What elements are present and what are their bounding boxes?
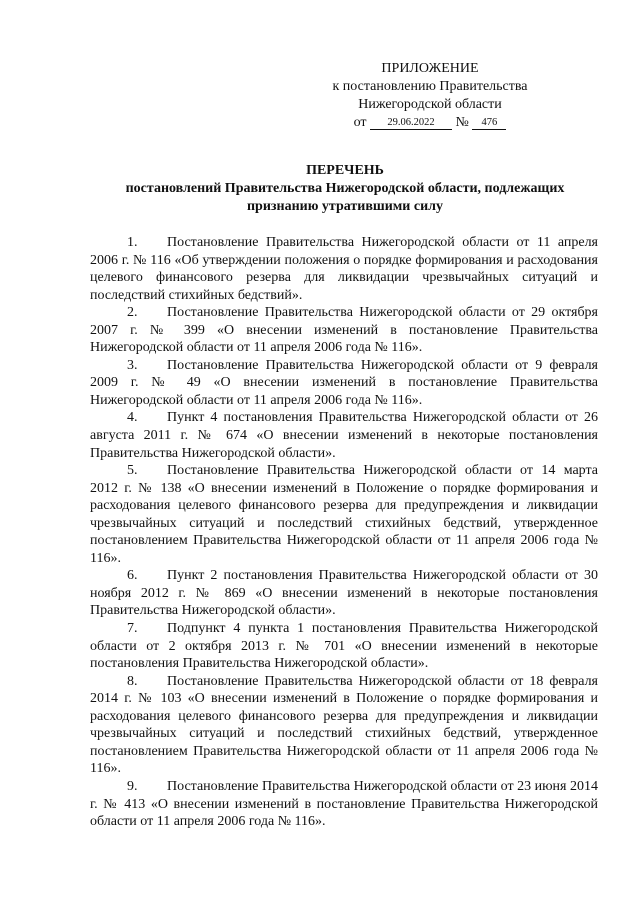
list-item <box>90 357 598 410</box>
list-item-number: 3. <box>127 357 138 373</box>
list-item <box>90 567 598 620</box>
appendix-title: ПРИЛОЖЕНИЕ <box>381 61 479 76</box>
list-item <box>90 304 598 357</box>
list-item-number: 1. <box>127 235 138 250</box>
list-item-text: Постановление Правительства Нижегородской области от 14 марта 2012 г. № 138 «О внесении изменений в Положение о порядке формирования и расходования целевого финансового резерва для предупреждения и ликвидации чрезвычайных ситуаций и последствий стихийных бедствий, утвержденное постановлением Правительства Нижегородской области от 11 апреля 2006 года № 116». <box>90 463 598 566</box>
list-item <box>90 462 598 567</box>
appendix-block <box>300 60 560 132</box>
list-item <box>90 673 598 778</box>
list-item-text: Постановление Правительства Нижегородской области от 29 октября 2007 г. № 399 «О внесении изменений в постановление Правительства Нижегородской области от 11 апреля 2006 года № 116». <box>90 305 598 356</box>
resolution-list <box>90 234 598 831</box>
list-item-text: Постановление Правительства Нижегородской области от 23 июня 2014 г. № 413 «О внесении изменений в постановление Правительства Нижегородской области от 11 апреля 2006 года № 116». <box>90 778 598 830</box>
list-item-text: Пункт 2 постановления Правительства Нижегородской области от 30 ноября 2012 г. № 869 «О внесении изменений в некоторые постановления Правительства Нижегородской области». <box>90 568 598 619</box>
list-item-text: Подпункт 4 пункта 1 постановления Правительства Нижегородской области от 2 октября 2013 г. № 701 «О внесении изменений в некоторые постановления Правительства Нижегородской области». <box>90 621 598 672</box>
appendix-resolution-line: к постановлению Правительства <box>332 79 528 94</box>
appendix-date-number-line <box>300 114 560 132</box>
list-item-text: Постановление Правительства Нижегородской области от 11 апреля 2006 г. № 116 «Об утверждении положения о порядке формирования и расходования целевого финансового резерва для ликвидации чрезвычайных ситуаций и последствий стихийных бедствий». <box>90 235 598 303</box>
list-item-text: Постановление Правительства Нижегородской области от 18 февраля 2014 г. № 103 «О внесении изменений в Положение о порядке формирования и расходования целевого финансового резерва для предупреждения и ликвидации чрезвычайных ситуаций и последствий стихийных бедствий, утвержденное постановлением Правительства Нижегородской области от 11 апреля 2006 года № 116». <box>90 673 598 777</box>
number-label: № <box>455 115 469 130</box>
list-item-number: 2. <box>127 305 138 321</box>
list-item-number: 5. <box>127 463 138 479</box>
list-item-text: Постановление Правительства Нижегородской области от 9 февраля 2009 г. № 49 «О внесении изменений в постановление Правительства Нижегородской области от 11 апреля 2006 года № 116». <box>90 357 598 408</box>
heading-subtitle: постановлений Правительства Нижегородской области, подлежащих признанию утратившими силу <box>125 181 565 214</box>
resolution-date: 29.06.2022 <box>370 117 452 130</box>
list-item-number: 7. <box>127 621 138 637</box>
appendix-region-line: Нижегородской области <box>358 97 502 112</box>
list-item-text: Пункт 4 постановления Правительства Нижегородской области от 26 августа 2011 г. № 674 «О внесении изменений в некоторые постановления Правительства Нижегородской области». <box>90 410 598 461</box>
list-item-number: 6. <box>127 568 138 584</box>
list-item-number: 4. <box>127 410 138 426</box>
list-item-number: 9. <box>127 778 138 794</box>
document-heading <box>90 162 600 216</box>
list-item <box>90 620 598 673</box>
resolution-number: 476 <box>472 117 506 130</box>
list-item <box>90 409 598 462</box>
list-item-number: 8. <box>127 673 138 689</box>
list-item <box>90 234 598 304</box>
heading-title: ПЕРЕЧЕНЬ <box>306 163 384 178</box>
from-label: от <box>353 115 367 130</box>
list-item <box>90 778 598 831</box>
